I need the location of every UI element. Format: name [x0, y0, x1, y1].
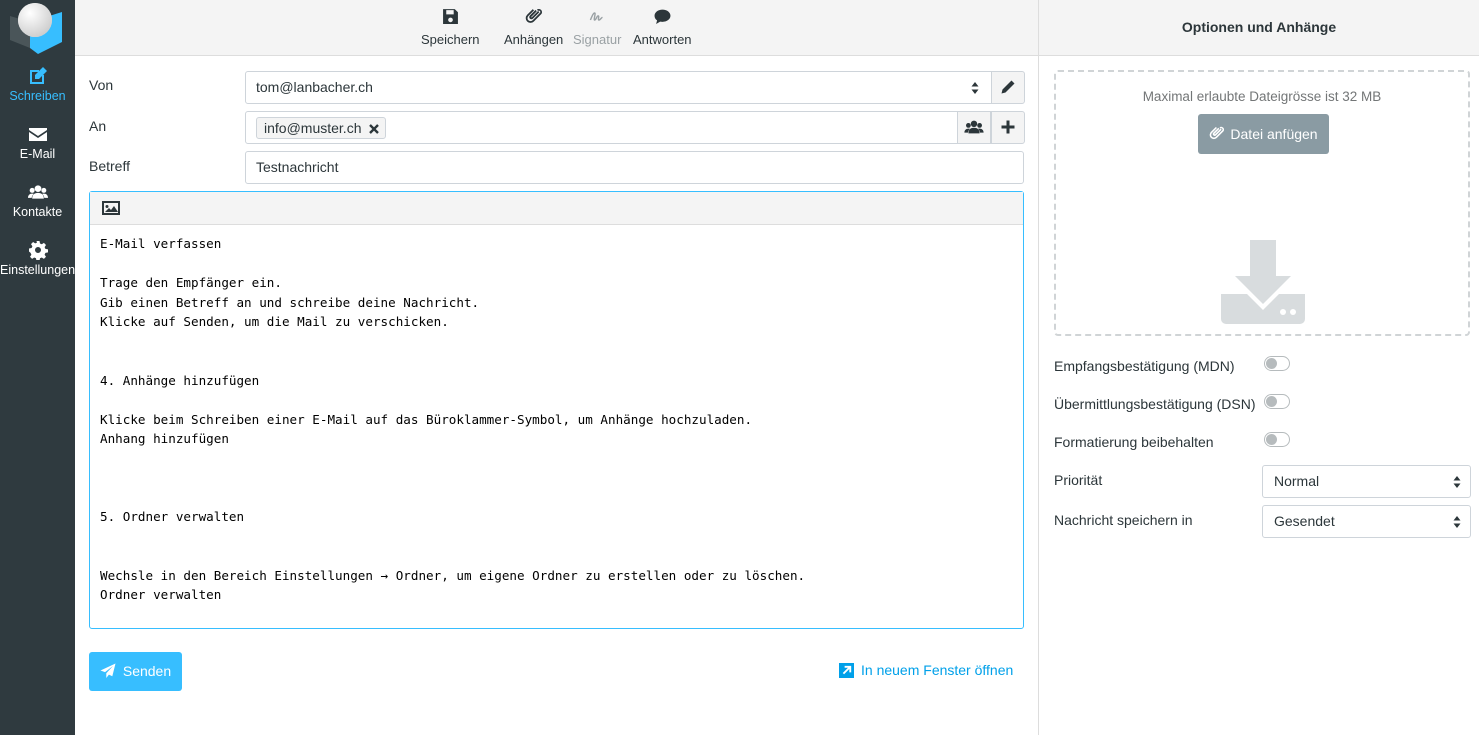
dsn-label: Übermittlungsbestätigung (DSN)	[1054, 396, 1256, 412]
attach-file-button[interactable]	[1198, 114, 1329, 154]
nav-item-compose[interactable]	[0, 60, 75, 116]
compose-icon	[0, 66, 75, 88]
select-caret-icon	[1453, 515, 1461, 529]
signature-label: Signatur	[573, 32, 622, 47]
open-new-window-link[interactable]	[839, 662, 1013, 678]
mdn-option	[1054, 350, 1470, 384]
new-window-label: In neuem Fenster öffnen	[861, 662, 1014, 678]
attachment-dropzone[interactable]	[1054, 70, 1470, 336]
download-icon	[1221, 240, 1305, 324]
gear-icon	[0, 240, 75, 262]
from-label: Von	[89, 77, 114, 93]
floppy-disk-icon	[421, 8, 480, 28]
signature-button[interactable]	[573, 8, 621, 47]
paperclip-icon	[504, 8, 563, 28]
from-value: tom@lanbacher.ch	[256, 79, 373, 95]
nav-item-label: Einstellungen	[0, 263, 76, 277]
mdn-toggle[interactable]	[1264, 356, 1290, 371]
paper-plane-icon	[100, 663, 116, 679]
priority-value: Normal	[1274, 473, 1320, 489]
remove-recipient-icon[interactable]	[369, 124, 379, 134]
save-in-select[interactable]	[1262, 505, 1471, 538]
recipient-chip[interactable]	[256, 117, 386, 139]
message-editor	[89, 191, 1024, 629]
to-label: An	[89, 118, 107, 134]
nav-item-mail[interactable]	[0, 118, 75, 174]
users-icon	[0, 182, 75, 204]
editor-toolbar	[90, 192, 1023, 225]
save-in-option	[1054, 505, 1470, 539]
dsn-toggle[interactable]	[1264, 394, 1290, 409]
save-button[interactable]	[421, 8, 480, 47]
add-header-button[interactable]	[991, 111, 1025, 144]
toggle-knob	[1266, 434, 1277, 445]
keep-format-toggle[interactable]	[1264, 432, 1290, 447]
app-logo	[10, 2, 64, 54]
speech-bubble-icon	[633, 8, 692, 28]
envelope-icon	[0, 124, 75, 146]
send-label: Senden	[122, 663, 172, 679]
external-window-icon	[839, 663, 854, 678]
select-caret-icon	[1453, 475, 1461, 489]
nav-item-label: Kontakte	[12, 205, 63, 219]
select-caret-icon	[971, 81, 979, 95]
options-panel	[1038, 0, 1479, 735]
save-in-label: Nachricht speichern in	[1054, 512, 1193, 528]
attach-file-label: Datei anfügen	[1230, 126, 1318, 142]
signature-icon	[573, 8, 621, 28]
nav-item-label: E-Mail	[19, 147, 56, 161]
compose-toolbar	[75, 0, 1039, 56]
toggle-knob	[1266, 396, 1277, 407]
attach-button[interactable]	[504, 8, 563, 47]
insert-image-icon[interactable]	[102, 200, 120, 216]
responses-label: Antworten	[633, 32, 692, 47]
keep-format-option	[1054, 426, 1470, 460]
main-navigation	[0, 0, 75, 735]
to-input[interactable]	[245, 111, 1024, 144]
max-size-text: Maximal erlaubte Dateigrösse ist 32 MB	[1142, 89, 1382, 104]
edit-identity-button[interactable]	[991, 71, 1025, 104]
save-in-value: Gesendet	[1274, 513, 1335, 529]
subject-input[interactable]	[245, 151, 1024, 184]
send-button[interactable]	[89, 652, 182, 691]
priority-option	[1054, 465, 1470, 499]
address-book-button[interactable]	[957, 111, 991, 144]
options-panel-title: Optionen und Anhänge	[1039, 0, 1479, 56]
mdn-label: Empfangsbestätigung (MDN)	[1054, 358, 1235, 374]
from-select[interactable]	[245, 71, 1024, 104]
recipient-address: info@muster.ch	[264, 120, 362, 136]
priority-select[interactable]	[1262, 465, 1471, 498]
nav-item-settings[interactable]	[0, 234, 75, 290]
nav-item-label: Schreiben	[9, 89, 66, 103]
subject-value: Testnachricht	[256, 159, 339, 175]
plus-icon	[1000, 119, 1016, 135]
dsn-option	[1054, 388, 1470, 422]
pencil-icon	[1000, 79, 1016, 95]
subject-label: Betreff	[89, 158, 130, 174]
keep-format-label: Formatierung beibehalten	[1054, 434, 1214, 450]
save-label: Speichern	[421, 32, 480, 47]
responses-button[interactable]	[633, 8, 692, 47]
attach-label: Anhängen	[504, 32, 564, 47]
priority-label: Priorität	[1054, 472, 1103, 488]
message-body[interactable]: E-Mail verfassen Trage den Empfänger ein. Gib einen Betreff an und schreibe deine Nachricht. Klicke auf Senden, um die Mail zu verschicken. 4. Anhänge hinzufügen Klicke beim Schreiben einer E-Mail auf das Büroklammer-Symbol, um Anhänge hochzuladen. Anhang hinzufügen 5. Ordner verwalten Wechsle in den Bereich Einstellungen → Ordner, um eigene Ordner zu erstellen oder zu löschen. Ordner verwalten	[100, 236, 806, 602]
users-icon	[964, 119, 984, 135]
paperclip-icon	[1209, 126, 1224, 141]
toggle-knob	[1266, 358, 1277, 369]
nav-item-contacts[interactable]	[0, 176, 75, 232]
